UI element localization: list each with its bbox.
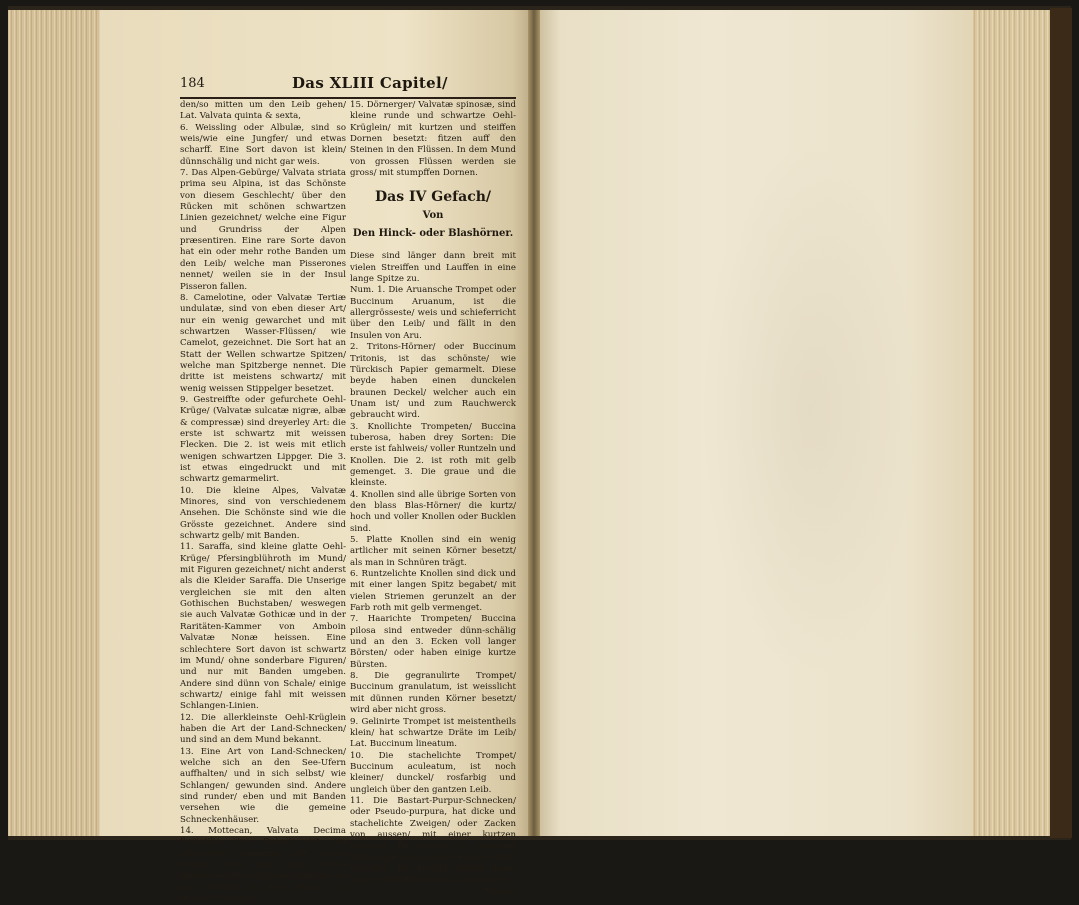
entry-10: 10. Die kleine Alpes, Valvatæ Minores, sind von verschiedenem Ansehen. Die Schönste sind wie die Grösste gezeichnet. Andere sind schwartz gelb/ mit Banden. <box>180 485 346 542</box>
page-edges-left <box>8 10 108 836</box>
entry-num-7: 7. Haarichte Trompeten/ Buccina pilosa sind entweder dünn-schälig und an den 3. Ecken voll langer Börsten/ oder haben einige kurtze Bürsten. <box>350 614 516 670</box>
text-column-left <box>180 100 346 905</box>
entry-num-6: 6. Runtzelichte Knollen sind dick und mit einer langen Spitz begabet/ mit vielen Striemen gerunzelt an der Farb roth mit gelb vermenget. <box>350 569 516 614</box>
entry-9: 9. Gestreiffte oder gefurchete Oehl-Krüge/ (Valvatæ sulcatæ nigræ, albæ & compressæ) sind dreyerley Art: die erste ist schwartz mit weissen Flecken. Die 2. ist weis mit etlich wenigen schwartzen Lippger. Die 3. ist etwas eingedruckt und mit schwartz gemarmelirt. <box>180 394 346 485</box>
section-subtitle: Den Hinck- oder Blashörner. <box>352 228 514 240</box>
entry-12: 12. Die allerkleinste Oehl-Krüglein haben die Art der Land-Schnecken/ und sind an dem Mund bekannt. <box>180 712 346 746</box>
section-title: Das IV Gefach/ <box>374 189 492 206</box>
entry-num-5: 5. Platte Knollen sind ein wenig artlicher mit seinen Körner besetzt/ als man in Schnüren trägt. <box>350 535 516 568</box>
entry-num-10: 10. Die stachelichte Trompet/ Buccinum aculeatum, ist noch kleiner/ dunckel/ rosfarbig und ungleich über den gantzen Leib. <box>350 750 516 795</box>
entry-13: 13. Eine Art von Land-Schnecken/ welche sich an den See-Ufern auffhalten/ und in sich selbst/ wie Schlangen/ gewunden sind. Andere sind runder/ eben und mit Banden versehen wie die gemeine Schneckenhäuser. <box>180 746 346 825</box>
page-header <box>180 74 516 96</box>
entry-continuation: den/so mitten um den Leib gehen/ Lat. Valvata quinta & sexta, <box>180 100 346 122</box>
entry-num-4: 4. Knollen sind alle übrige Sorten von den blass Blas-Hörner/ die kurtz/ hoch und voller Knollen oder Bucklen sind. <box>350 489 516 534</box>
entry-7: 7. Das Alpen-Gebürge/ Valvata striata prima seu Alpina, ist das Schönste von diesem Geschlecht/ über den Rücken mit schönen schwartzen Linien gezeichnet/ welche eine Figur und Grundriss der Alpen præsentiren. Eine rare Sorte davon hat ein oder mehr rothe Banden um den Leib/ welche man Pisserones nennet/ weilen sie in der Insul Pisseron fallen. <box>180 168 346 292</box>
entry-8: 8. Camelotine, oder Valvatæ Tertiæ undulatæ, sind von eben dieser Art/ nur ein wenig gewarchet und mit schwartzen Wasser-Flüssen/ wie Camelot, gezeichnet. Die Sort hat an Statt der Wellen schwartze Spitzen/ welche man Spitzberge nennet. Die dritte ist meistens schwartz/ mit wenig weissen Stippelger besetzet. <box>180 292 346 394</box>
entry-num-2: 2. Tritons-Hörner/ oder Buccinum Tritonis, ist das schönste/ wie Türckisch Papier gemarmelt. Diese beyde haben einen dunckelen braunen Deckel/ welcher auch ein Unam ist/ und zum Rauchwerck gebraucht wird. <box>350 342 516 421</box>
entry-15: 15. Dörnerger/ Valvatæ spinosæ, sind kleine runde und schwartze Oehl-Krüglein/ mit kurtzen und steiffen Dornen besetzt: fitzen auff den Steinen in den Flüssen. In dem Mund von grossen Flüssen werden sie gross/ mit stumpffen Dornen. <box>350 100 516 179</box>
entry-11: 11. Saraffa, sind kleine glatte Oehl-Krüge/ Pfersingblühroth im Mund/ mit Figuren gezeichnet/ nicht anderst als die Kleider Saraffa. Die Unserige vergleichen sie mit den alten Gothischen Buchstaben/ weswegen sie auch Valvatæ Gothicæ und in der Raritäten-Kammer von Amboin Valvatæ Nonæ heissen. Eine schlechtere Sort davon ist schwartz im Mund/ ohne sonderbare Figuren/ und nur mit Banden umgeben. Andere sind dünn von Schale/ einige schwartz/ einige fahl mit weissen Schlangen-Linien. <box>180 542 346 712</box>
text-column-right <box>350 100 516 898</box>
entry-6: 6. Weissling oder Albulæ, sind so weis/wie eine Jungfer/ und etwas scharff. Eine Sort davon ist klein/ dünnschälig und nicht gar weis. <box>180 122 346 167</box>
entry-num-3: 3. Knollichte Trompeten/ Buccina tuberosa, haben drey Sorten: Die erste ist fahlweis/ voller Runtzeln und Knollen. Die 2. ist roth mit gelb gemenget. 3. Die graue und die kleinste. <box>350 421 516 489</box>
entry-num-1: Num. 1. Die Aruansche Trompet oder Buccinum Aruanum, ist die allergrösseste/ weis und schieferricht über den Leib/ und fällt in den Insulen von Aru. <box>350 285 516 341</box>
entry-14: 14. Mottecan, Valvata Decima fluviatilis sive Rubella ist ein schwartzer Oehlkrug mit einem rothen Mund und einem schön gemahltem Deckel. Man findet sie an den Steinen in dem Mund von grossen Flüssen. <box>180 826 346 905</box>
book-gutter <box>528 10 540 836</box>
book-cover-right <box>1050 8 1072 838</box>
page-number: 184 <box>180 76 205 91</box>
running-title: Das XLIII Capitel/ <box>292 74 448 92</box>
entry-num-8: 8. Die gegranulirte Trompet/ Buccinum granulatum, ist weisslicht mit dünnen runden Körner besetzt/ wird aber nicht gross. <box>350 671 516 716</box>
entry-num-11: 11. Die Bastart-Purpur-Schnecken/ oder Pseudo-purpura, hat dicke und stachelichte Zweigen/ oder Zacken von aussen/ mit einer kurtzen Schnauz. Ihr Fleisch ist inwendig roth/ giebt aber keinen Purpur/ Safft von sich. Ihr Deckel gleicht einem Nagel einer Bürst/ und ist der beste <box>350 795 516 886</box>
entry-num-9: 9. Gelinirte Trompet ist meistentheils klein/ hat schwartze Dräte im Leib/ Lat. Buccinum lineatum. <box>350 716 516 750</box>
header-rule <box>180 97 516 99</box>
section-von: Von <box>422 210 444 222</box>
catchword: Unguis <box>485 886 516 897</box>
bleed-through-shadow <box>700 140 920 680</box>
section-intro: Diese sind länger dann breit mit vielen Streiffen und Lauffen in eine lange Spitze zu. <box>350 251 516 285</box>
